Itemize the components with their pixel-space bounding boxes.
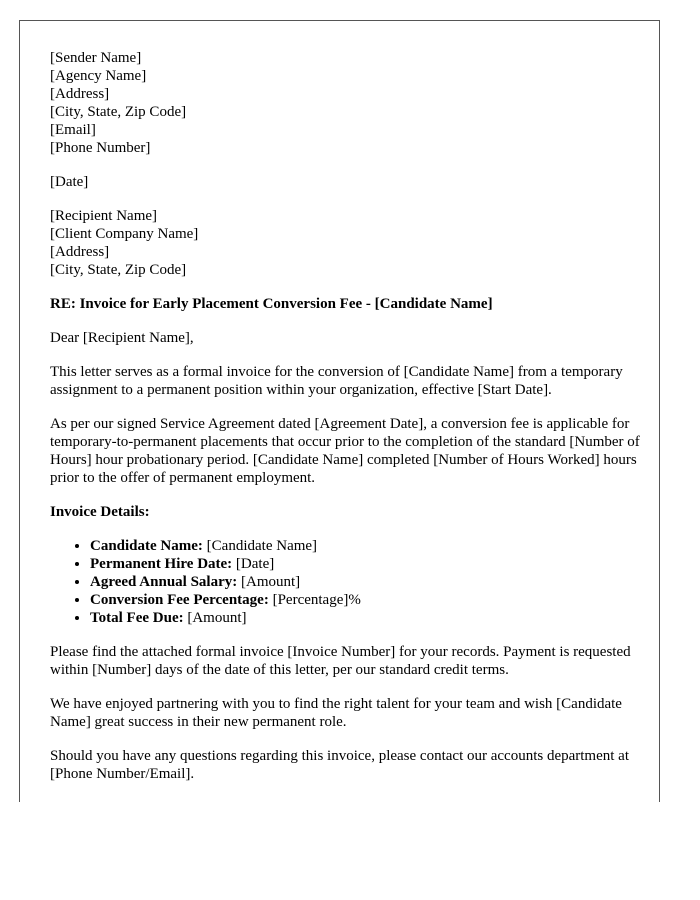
list-item bbox=[90, 591, 640, 609]
sender-email: [Email] bbox=[50, 122, 96, 138]
list-item-value: [Candidate Name] bbox=[202, 538, 318, 554]
sender-address: [Address] bbox=[50, 86, 110, 102]
list-item-label: Candidate Name: bbox=[90, 538, 203, 554]
list-item-label: Conversion Fee Percentage: bbox=[90, 592, 269, 608]
list-item-value: [Percentage]% bbox=[268, 592, 361, 608]
sender-city-state-zip: [City, State, Zip Code] bbox=[50, 104, 187, 120]
recipient-block bbox=[50, 207, 640, 279]
sender-agency: [Agency Name] bbox=[50, 68, 147, 84]
sender-block bbox=[50, 49, 640, 157]
paragraph-agreement: As per our signed Service Agreement dated [Agreement Date], a conversion fee is applicable for temporary-to-permanent placements that occur prior to the completion of the standard [Number of Hours] hour probationary period. [Candidate Name] completed [Number of Hours Worked] hours prior to the offer of permanent employment. bbox=[50, 416, 640, 486]
list-item bbox=[90, 537, 640, 555]
list-item bbox=[90, 609, 640, 627]
sender-phone: [Phone Number] bbox=[50, 140, 151, 156]
list-item-value: [Amount] bbox=[237, 574, 301, 590]
salutation: Dear [Recipient Name], bbox=[50, 330, 194, 346]
invoice-details-heading: Invoice Details: bbox=[50, 504, 150, 520]
paragraph-intro: This letter serves as a formal invoice for the conversion of [Candidate Name] from a temporary assignment to a permanent position within your organization, effective [Start Date]. bbox=[50, 364, 623, 398]
sender-name: [Sender Name] bbox=[50, 50, 142, 66]
invoice-details-list bbox=[50, 537, 640, 627]
list-item-value: [Amount] bbox=[183, 610, 247, 626]
list-item bbox=[90, 573, 640, 591]
list-item-label: Agreed Annual Salary: bbox=[90, 574, 238, 590]
recipient-city-state-zip: [City, State, Zip Code] bbox=[50, 262, 187, 278]
list-item-value: [Date] bbox=[232, 556, 275, 572]
list-item-label: Permanent Hire Date: bbox=[90, 556, 233, 572]
list-item bbox=[90, 555, 640, 573]
letter-date: [Date] bbox=[50, 174, 89, 190]
subject-line: RE: Invoice for Early Placement Conversion Fee - [Candidate Name] bbox=[50, 296, 493, 312]
paragraph-partnership: We have enjoyed partnering with you to find the right talent for your team and wish [Candidate Name] great success in their new permanent role. bbox=[50, 696, 622, 730]
date-block bbox=[50, 173, 640, 191]
recipient-company: [Client Company Name] bbox=[50, 226, 199, 242]
paragraph-payment: Please find the attached formal invoice [Invoice Number] for your records. Payment is requested within [Number] days of the date of this letter, per our standard credit terms. bbox=[50, 644, 631, 678]
recipient-name: [Recipient Name] bbox=[50, 208, 158, 224]
paragraph-contact: Should you have any questions regarding this invoice, please contact our accounts department at [Phone Number/Email]. bbox=[50, 748, 630, 782]
recipient-address: [Address] bbox=[50, 244, 110, 260]
list-item-label: Total Fee Due: bbox=[90, 610, 184, 626]
letter-content bbox=[50, 49, 640, 799]
letter-page bbox=[19, 20, 660, 802]
